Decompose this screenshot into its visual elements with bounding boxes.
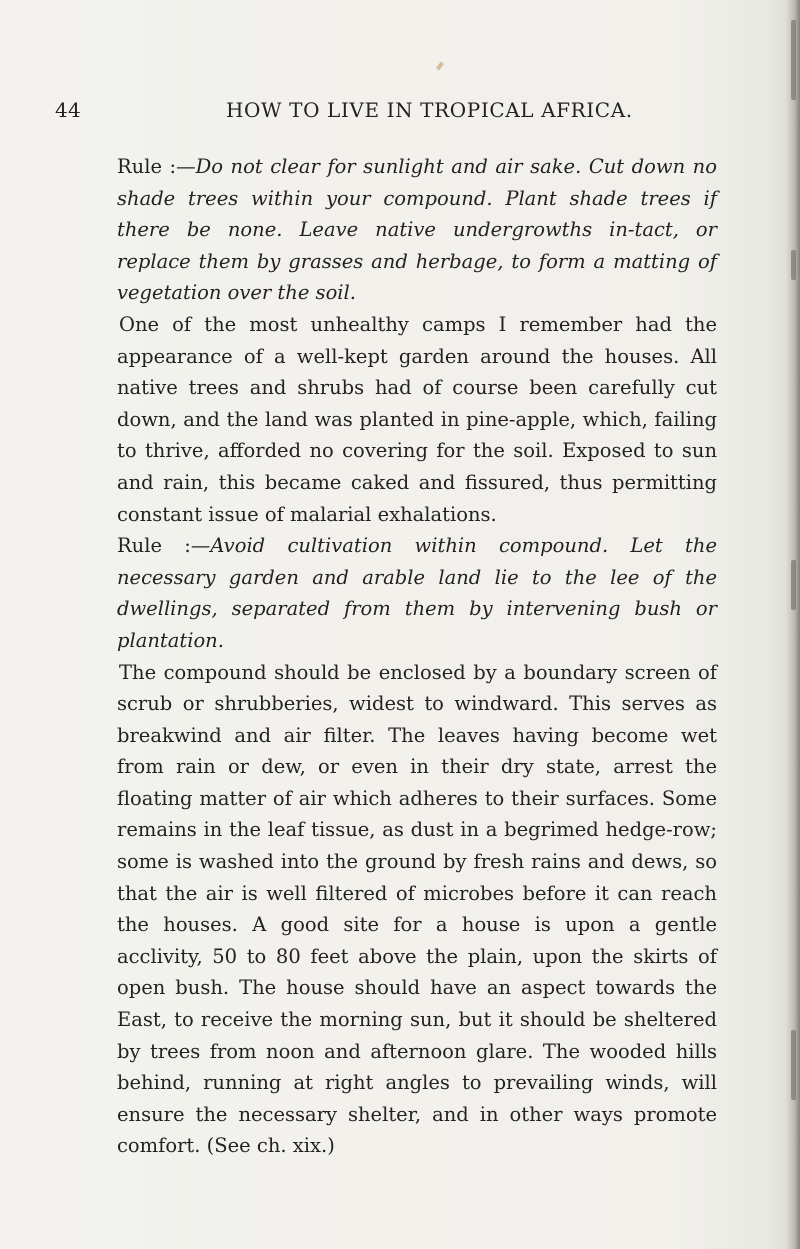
rule-label: Rule :— [117, 534, 211, 558]
page-edge-mark [791, 1030, 796, 1100]
page-number: 44 [55, 98, 82, 122]
page-edge-mark [791, 250, 796, 280]
running-title: HOW TO LIVE IN TROPICAL AFRICA. [226, 98, 633, 122]
pencil-mark [436, 62, 444, 71]
rule-paragraph [117, 530, 717, 656]
rule-text: Avoid cultivation within compound. Let the necessary garden and arable land lie to the lee of the dwellings, separated from them by intervening bush or plantation. [117, 534, 717, 652]
page-edge-mark [791, 20, 796, 100]
body-paragraph: The compound should be enclosed by a boundary screen of scrub or shrubberies, widest to windward. This serves as breakwind and air filter. The leaves having become wet from rain or dew, or even in their dry state, arrest the floating matter of air which adheres to their surfaces. Some remains in the leaf tissue, as dust in a begrimed hedge-row; some is washed into the ground by fresh rains and dews, so that the air is well filtered of microbes before it can reach the houses. A good site for a house is upon a gentle acclivity, 50 to 80 feet above the plain, upon the skirts of open bush. The house should have an aspect towards the East, to receive the morning sun, but it should be sheltered by trees from noon and afternoon glare. The wooded hills behind, running at right angles to prevailing winds, will ensure the necessary shelter, and in other ways promote comfort. (See ch. xix.) [117, 660, 717, 1158]
body-paragraph: One of the most unhealthy camps I remember had the appearance of a well-kept garden around the houses. All native trees and shrubs had of course been carefully cut down, and the land was planted in pine-apple, which, failing to thrive, afforded no covering for the soil. Exposed to sun and rain, this became caked and fissured, thus permitting constant issue of malarial exhalations. [117, 312, 717, 526]
rule-text: Do not clear for sunlight and air sake. Cut down no shade trees within your compound. Plant shade trees if there be none. Leave native undergrowths in-tact, or replace them by grasses and herbage, to form a matting of vegetation over the soil. [117, 155, 717, 305]
rule-label: Rule :— [117, 155, 196, 178]
page-edge-mark [791, 560, 796, 610]
body-text [117, 151, 717, 1162]
rule-paragraph [117, 151, 717, 309]
running-head [55, 98, 735, 128]
